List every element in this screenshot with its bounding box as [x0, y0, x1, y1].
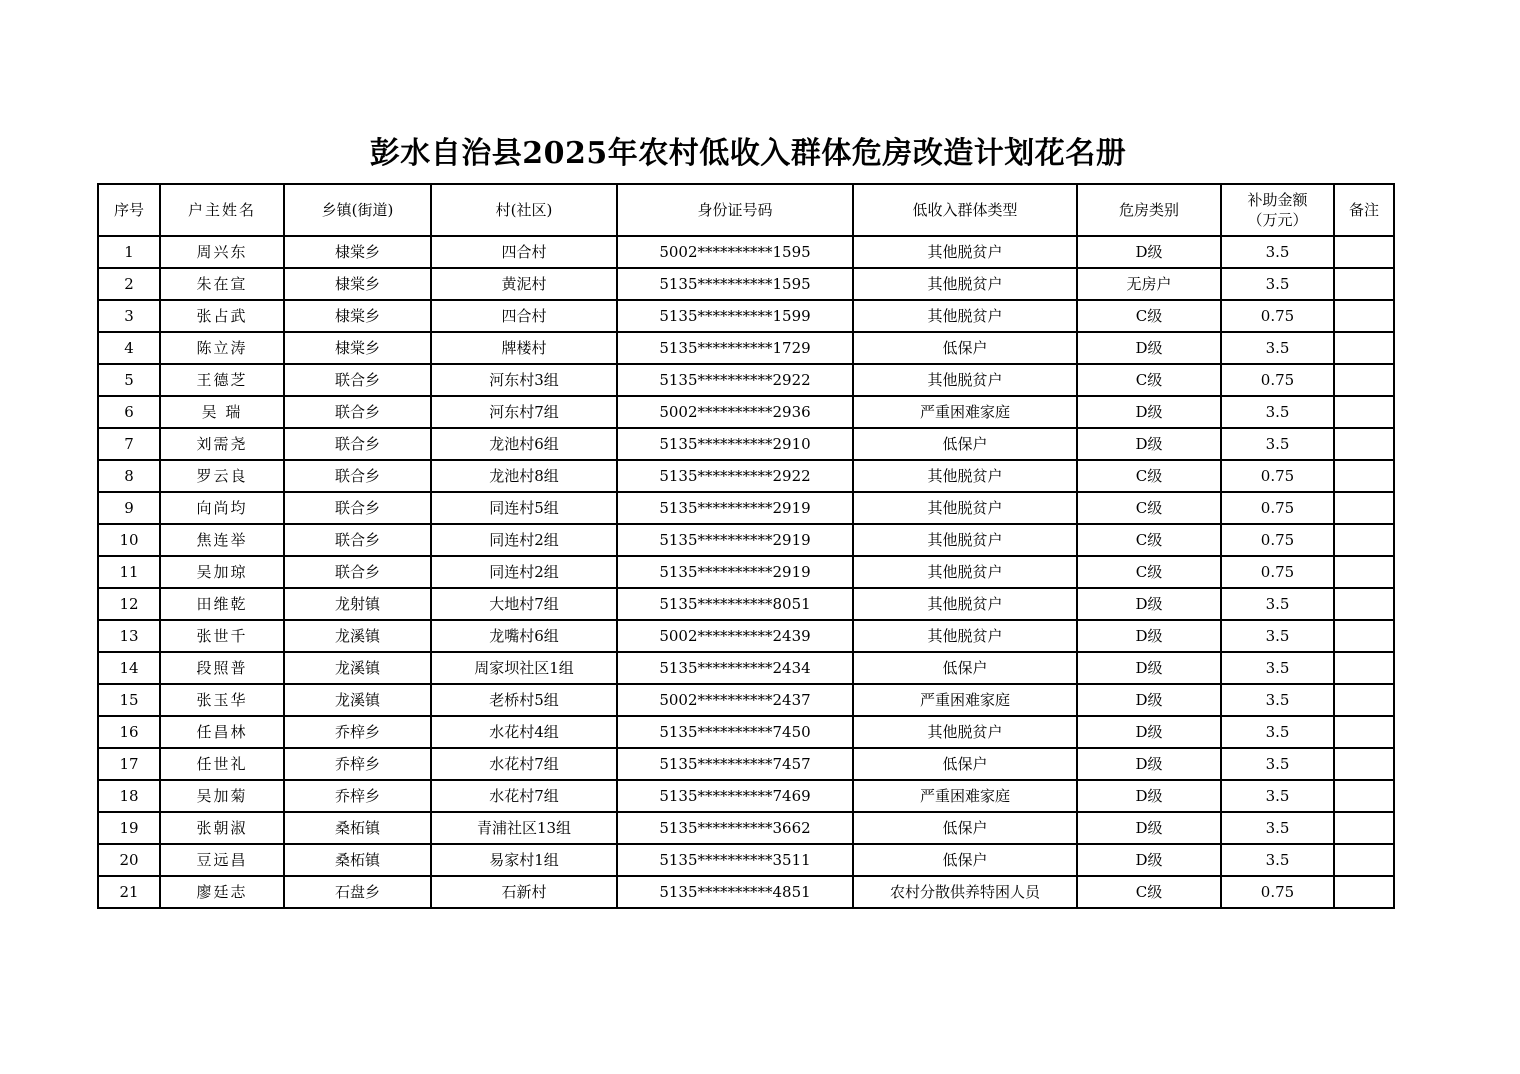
- table-row: [98, 812, 1394, 844]
- cell-seq: 15: [98, 684, 160, 716]
- cell-name: 豆远昌: [160, 844, 284, 876]
- cell-subsidy: 3.5: [1221, 396, 1334, 428]
- cell-seq: 7: [98, 428, 160, 460]
- cell-remark: [1334, 588, 1394, 620]
- cell-group-type: 低保户: [853, 844, 1077, 876]
- table-row: [98, 460, 1394, 492]
- cell-village: 石新村: [431, 876, 617, 908]
- cell-subsidy: 0.75: [1221, 364, 1334, 396]
- cell-town: 棣棠乡: [284, 236, 431, 268]
- cell-name: 段照普: [160, 652, 284, 684]
- cell-subsidy: 0.75: [1221, 524, 1334, 556]
- cell-remark: [1334, 524, 1394, 556]
- header-subsidy-line2: （万元）: [1247, 211, 1308, 229]
- cell-group-type: 其他脱贫户: [853, 588, 1077, 620]
- cell-subsidy: 3.5: [1221, 748, 1334, 780]
- cell-id-number: 5135**********8051: [617, 588, 853, 620]
- cell-village: 龙池村8组: [431, 460, 617, 492]
- document-title: 彭水自治县2025年农村低收入群体危房改造计划花名册: [369, 136, 1127, 171]
- cell-town: 联合乡: [284, 428, 431, 460]
- header-id-number: 身份证号码: [617, 184, 853, 236]
- cell-seq: 18: [98, 780, 160, 812]
- table-row: [98, 716, 1394, 748]
- table-row: [98, 620, 1394, 652]
- cell-name: 廖廷志: [160, 876, 284, 908]
- cell-seq: 4: [98, 332, 160, 364]
- cell-group-type: 低保户: [853, 332, 1077, 364]
- header-village: 村(社区): [431, 184, 617, 236]
- cell-village: 老桥村5组: [431, 684, 617, 716]
- cell-group-type: 严重困难家庭: [853, 684, 1077, 716]
- cell-group-type: 其他脱贫户: [853, 556, 1077, 588]
- cell-remark: [1334, 652, 1394, 684]
- cell-village: 易家村1组: [431, 844, 617, 876]
- cell-group-type: 其他脱贫户: [853, 364, 1077, 396]
- cell-town: 联合乡: [284, 492, 431, 524]
- cell-group-type: 低保户: [853, 748, 1077, 780]
- cell-village: 四合村: [431, 300, 617, 332]
- table-row: [98, 524, 1394, 556]
- cell-house-level: C级: [1077, 460, 1221, 492]
- table-row: [98, 844, 1394, 876]
- cell-town: 联合乡: [284, 460, 431, 492]
- cell-group-type: 其他脱贫户: [853, 716, 1077, 748]
- cell-id-number: 5135**********3511: [617, 844, 853, 876]
- cell-id-number: 5135**********2919: [617, 556, 853, 588]
- cell-town: 石盘乡: [284, 876, 431, 908]
- cell-id-number: 5135**********2922: [617, 460, 853, 492]
- cell-town: 龙溪镇: [284, 684, 431, 716]
- cell-house-level: D级: [1077, 780, 1221, 812]
- cell-village: 河东村3组: [431, 364, 617, 396]
- cell-town: 桑柘镇: [284, 812, 431, 844]
- cell-subsidy: 0.75: [1221, 300, 1334, 332]
- cell-subsidy: 3.5: [1221, 268, 1334, 300]
- table-row: [98, 300, 1394, 332]
- cell-group-type: 其他脱贫户: [853, 236, 1077, 268]
- cell-name: 焦连举: [160, 524, 284, 556]
- cell-town: 乔梓乡: [284, 716, 431, 748]
- cell-remark: [1334, 876, 1394, 908]
- header-seq: 序号: [98, 184, 160, 236]
- cell-name: 吴加琼: [160, 556, 284, 588]
- header-house-level: 危房类别: [1077, 184, 1221, 236]
- cell-remark: [1334, 684, 1394, 716]
- table-row: [98, 748, 1394, 780]
- cell-house-level: D级: [1077, 844, 1221, 876]
- table-row: [98, 364, 1394, 396]
- cell-name: 任世礼: [160, 748, 284, 780]
- cell-id-number: 5135**********2910: [617, 428, 853, 460]
- roster-table: [97, 183, 1395, 909]
- cell-subsidy: 3.5: [1221, 780, 1334, 812]
- cell-remark: [1334, 300, 1394, 332]
- header-subsidy-line1: 补助金额: [1247, 191, 1308, 209]
- cell-house-level: D级: [1077, 332, 1221, 364]
- cell-id-number: 5002**********2439: [617, 620, 853, 652]
- cell-name: 吴加菊: [160, 780, 284, 812]
- cell-seq: 8: [98, 460, 160, 492]
- cell-seq: 14: [98, 652, 160, 684]
- table-row: [98, 428, 1394, 460]
- cell-group-type: 低保户: [853, 428, 1077, 460]
- cell-name: 田维乾: [160, 588, 284, 620]
- table-row: [98, 876, 1394, 908]
- cell-subsidy: 3.5: [1221, 332, 1334, 364]
- cell-name: 朱在宣: [160, 268, 284, 300]
- cell-village: 青浦社区13组: [431, 812, 617, 844]
- cell-name: 刘需尧: [160, 428, 284, 460]
- cell-id-number: 5002**********2437: [617, 684, 853, 716]
- cell-town: 联合乡: [284, 556, 431, 588]
- cell-group-type: 其他脱贫户: [853, 268, 1077, 300]
- table-header: [98, 184, 1394, 236]
- cell-town: 棣棠乡: [284, 268, 431, 300]
- cell-town: 桑柘镇: [284, 844, 431, 876]
- cell-remark: [1334, 268, 1394, 300]
- cell-town: 乔梓乡: [284, 748, 431, 780]
- table-body: [98, 236, 1394, 908]
- cell-name: 张朝淑: [160, 812, 284, 844]
- cell-subsidy: 0.75: [1221, 492, 1334, 524]
- table-row: [98, 652, 1394, 684]
- cell-village: 同连村2组: [431, 524, 617, 556]
- cell-village: 大地村7组: [431, 588, 617, 620]
- cell-remark: [1334, 428, 1394, 460]
- cell-village: 牌楼村: [431, 332, 617, 364]
- cell-house-level: D级: [1077, 588, 1221, 620]
- cell-house-level: D级: [1077, 428, 1221, 460]
- cell-group-type: 严重困难家庭: [853, 396, 1077, 428]
- cell-house-level: D级: [1077, 684, 1221, 716]
- cell-house-level: C级: [1077, 492, 1221, 524]
- cell-seq: 2: [98, 268, 160, 300]
- cell-remark: [1334, 364, 1394, 396]
- cell-village: 黄泥村: [431, 268, 617, 300]
- cell-subsidy: 3.5: [1221, 844, 1334, 876]
- cell-subsidy: 3.5: [1221, 236, 1334, 268]
- cell-name: 陈立涛: [160, 332, 284, 364]
- cell-id-number: 5002**********2936: [617, 396, 853, 428]
- cell-seq: 11: [98, 556, 160, 588]
- cell-remark: [1334, 620, 1394, 652]
- table-row: [98, 588, 1394, 620]
- cell-subsidy: 3.5: [1221, 620, 1334, 652]
- cell-name: 任昌林: [160, 716, 284, 748]
- table-row: [98, 780, 1394, 812]
- table-row: [98, 332, 1394, 364]
- cell-seq: 1: [98, 236, 160, 268]
- cell-village: 水花村7组: [431, 748, 617, 780]
- cell-seq: 9: [98, 492, 160, 524]
- cell-village: 周家坝社区1组: [431, 652, 617, 684]
- cell-id-number: 5135**********1729: [617, 332, 853, 364]
- cell-remark: [1334, 492, 1394, 524]
- cell-seq: 17: [98, 748, 160, 780]
- cell-seq: 21: [98, 876, 160, 908]
- table-row: [98, 236, 1394, 268]
- cell-seq: 19: [98, 812, 160, 844]
- cell-seq: 10: [98, 524, 160, 556]
- cell-id-number: 5135**********2434: [617, 652, 853, 684]
- cell-name: 张占武: [160, 300, 284, 332]
- table-row: [98, 684, 1394, 716]
- cell-subsidy: 0.75: [1221, 460, 1334, 492]
- cell-remark: [1334, 556, 1394, 588]
- cell-group-type: 其他脱贫户: [853, 492, 1077, 524]
- cell-id-number: 5135**********2919: [617, 492, 853, 524]
- cell-id-number: 5135**********2922: [617, 364, 853, 396]
- cell-house-level: C级: [1077, 364, 1221, 396]
- cell-village: 同连村2组: [431, 556, 617, 588]
- cell-seq: 12: [98, 588, 160, 620]
- header-subsidy: [1221, 184, 1334, 236]
- cell-name: 王德芝: [160, 364, 284, 396]
- header-row: [98, 184, 1394, 236]
- cell-id-number: 5135**********7450: [617, 716, 853, 748]
- cell-town: 龙溪镇: [284, 652, 431, 684]
- cell-house-level: C级: [1077, 524, 1221, 556]
- cell-seq: 16: [98, 716, 160, 748]
- table-row: [98, 492, 1394, 524]
- cell-subsidy: 3.5: [1221, 652, 1334, 684]
- cell-id-number: 5135**********1595: [617, 268, 853, 300]
- cell-house-level: D级: [1077, 652, 1221, 684]
- cell-village: 同连村5组: [431, 492, 617, 524]
- cell-subsidy: 3.5: [1221, 716, 1334, 748]
- cell-subsidy: 3.5: [1221, 428, 1334, 460]
- cell-seq: 5: [98, 364, 160, 396]
- cell-village: 龙嘴村6组: [431, 620, 617, 652]
- cell-house-level: D级: [1077, 396, 1221, 428]
- cell-town: 联合乡: [284, 524, 431, 556]
- cell-group-type: 其他脱贫户: [853, 300, 1077, 332]
- cell-seq: 20: [98, 844, 160, 876]
- cell-house-level: 无房户: [1077, 268, 1221, 300]
- cell-name: 吴 瑞: [160, 396, 284, 428]
- cell-group-type: 其他脱贫户: [853, 460, 1077, 492]
- table-row: [98, 396, 1394, 428]
- cell-group-type: 其他脱贫户: [853, 620, 1077, 652]
- cell-subsidy: 3.5: [1221, 588, 1334, 620]
- cell-village: 水花村7组: [431, 780, 617, 812]
- cell-remark: [1334, 844, 1394, 876]
- cell-group-type: 严重困难家庭: [853, 780, 1077, 812]
- cell-id-number: 5135**********7457: [617, 748, 853, 780]
- cell-house-level: C级: [1077, 300, 1221, 332]
- cell-seq: 3: [98, 300, 160, 332]
- cell-subsidy: 3.5: [1221, 812, 1334, 844]
- cell-subsidy: 3.5: [1221, 684, 1334, 716]
- header-remark: 备注: [1334, 184, 1394, 236]
- cell-town: 乔梓乡: [284, 780, 431, 812]
- cell-remark: [1334, 748, 1394, 780]
- table-row: [98, 268, 1394, 300]
- cell-name: 罗云良: [160, 460, 284, 492]
- cell-remark: [1334, 716, 1394, 748]
- cell-id-number: 5002**********1595: [617, 236, 853, 268]
- cell-remark: [1334, 460, 1394, 492]
- cell-group-type: 低保户: [853, 812, 1077, 844]
- cell-name: 张玉华: [160, 684, 284, 716]
- cell-remark: [1334, 812, 1394, 844]
- cell-seq: 6: [98, 396, 160, 428]
- cell-town: 龙射镇: [284, 588, 431, 620]
- cell-id-number: 5135**********7469: [617, 780, 853, 812]
- cell-remark: [1334, 332, 1394, 364]
- cell-house-level: D级: [1077, 236, 1221, 268]
- header-town: 乡镇(街道): [284, 184, 431, 236]
- cell-town: 龙溪镇: [284, 620, 431, 652]
- cell-remark: [1334, 236, 1394, 268]
- cell-village: 龙池村6组: [431, 428, 617, 460]
- cell-house-level: C级: [1077, 876, 1221, 908]
- cell-house-level: D级: [1077, 812, 1221, 844]
- cell-name: 张世千: [160, 620, 284, 652]
- cell-subsidy: 0.75: [1221, 876, 1334, 908]
- cell-id-number: 5135**********4851: [617, 876, 853, 908]
- cell-id-number: 5135**********1599: [617, 300, 853, 332]
- cell-village: 水花村4组: [431, 716, 617, 748]
- cell-house-level: D级: [1077, 748, 1221, 780]
- cell-house-level: D级: [1077, 620, 1221, 652]
- cell-remark: [1334, 780, 1394, 812]
- cell-remark: [1334, 396, 1394, 428]
- cell-house-level: C级: [1077, 556, 1221, 588]
- table-row: [98, 556, 1394, 588]
- cell-village: 河东村7组: [431, 396, 617, 428]
- cell-name: 周兴东: [160, 236, 284, 268]
- cell-group-type: 农村分散供养特困人员: [853, 876, 1077, 908]
- cell-town: 联合乡: [284, 396, 431, 428]
- cell-group-type: 低保户: [853, 652, 1077, 684]
- cell-id-number: 5135**********2919: [617, 524, 853, 556]
- cell-seq: 13: [98, 620, 160, 652]
- header-name: 户主姓名: [160, 184, 284, 236]
- cell-group-type: 其他脱贫户: [853, 524, 1077, 556]
- cell-subsidy: 0.75: [1221, 556, 1334, 588]
- cell-town: 棣棠乡: [284, 300, 431, 332]
- cell-village: 四合村: [431, 236, 617, 268]
- header-group-type: 低收入群体类型: [853, 184, 1077, 236]
- cell-house-level: D级: [1077, 716, 1221, 748]
- cell-id-number: 5135**********3662: [617, 812, 853, 844]
- cell-town: 棣棠乡: [284, 332, 431, 364]
- cell-town: 联合乡: [284, 364, 431, 396]
- cell-name: 向尚均: [160, 492, 284, 524]
